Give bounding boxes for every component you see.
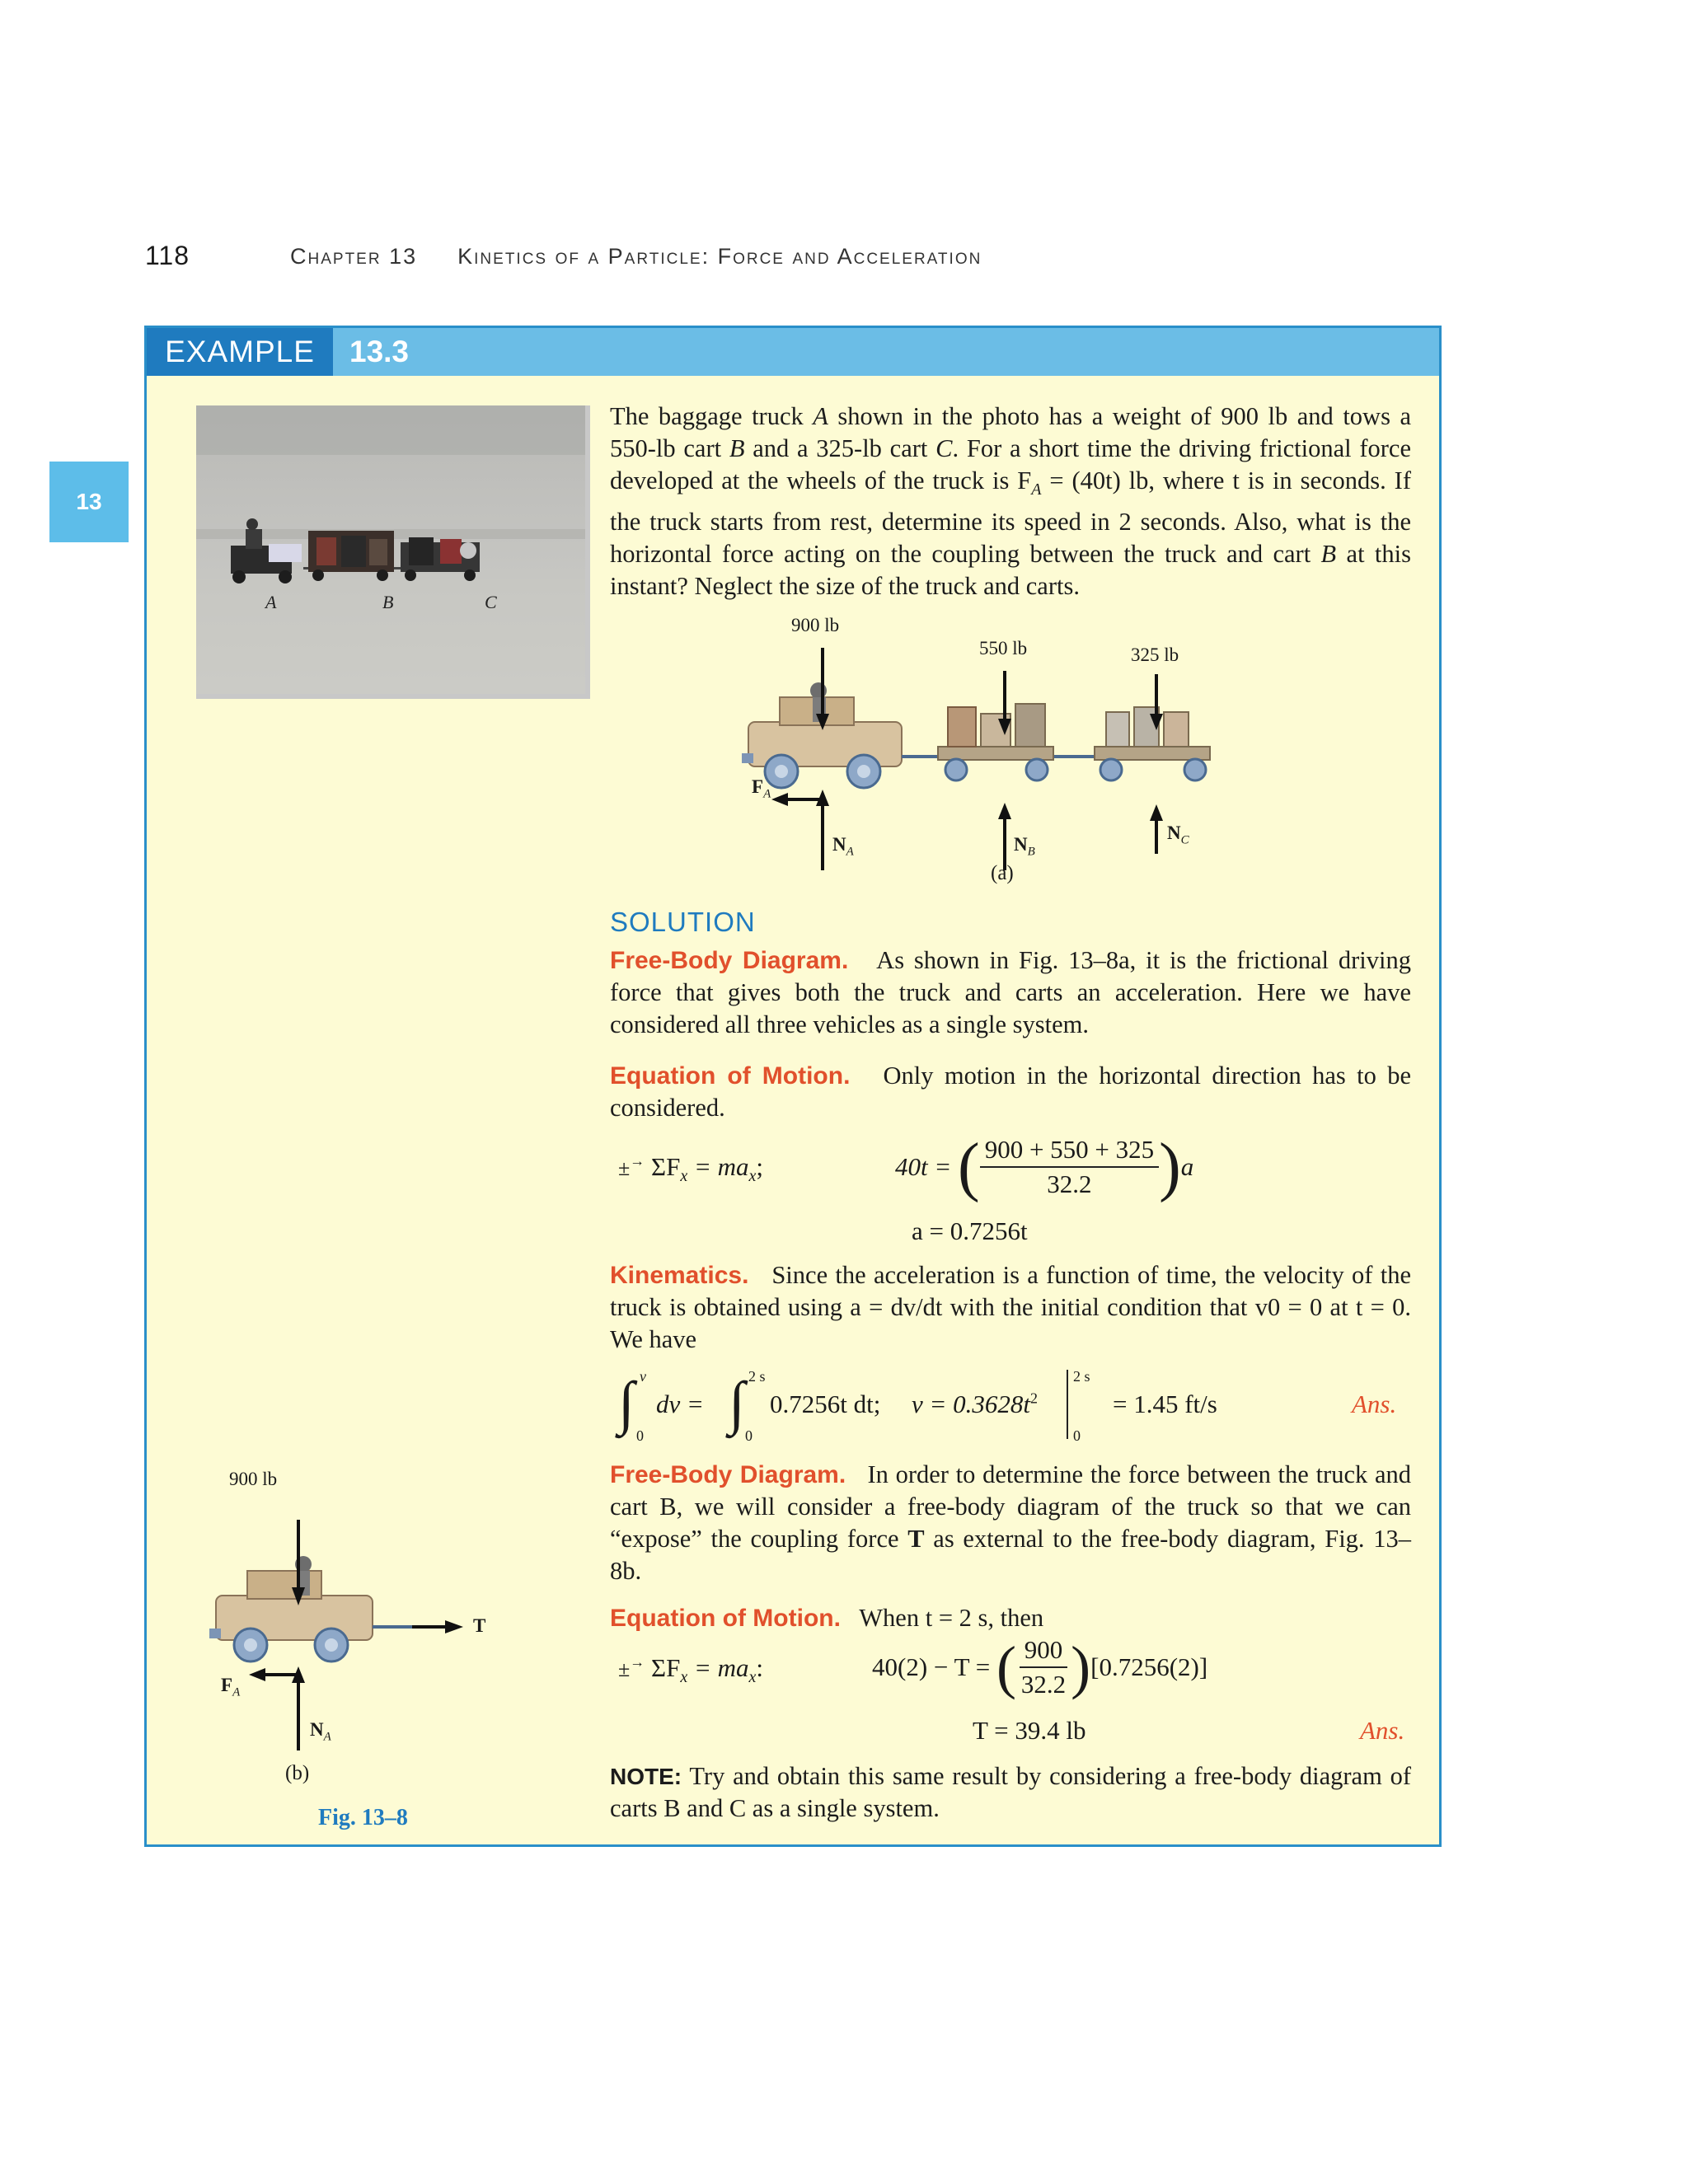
example-box bbox=[144, 326, 1442, 1847]
note-paragraph: NOTE: Try and obtain this same result by considering a free-body diagram of carts B and C as a single system. bbox=[610, 1762, 1411, 1822]
fbd-truck-only bbox=[206, 1505, 536, 1802]
weight-label-cart-c: 325 lb bbox=[1131, 644, 1179, 665]
chapter-label: Chapter 13 bbox=[290, 244, 418, 269]
eom1-heading: Equation of Motion. bbox=[610, 1062, 851, 1090]
figure-a bbox=[740, 615, 1449, 899]
example-number: 13.3 bbox=[349, 335, 410, 368]
eq3-left: ±→ $\Sigma F_x = ma_x$: bbox=[618, 1653, 764, 1687]
figure-b bbox=[206, 1469, 536, 1802]
eom2-paragraph: Equation of Motion. When t = 2 s, then bbox=[610, 1604, 1044, 1632]
photo-label-a: A bbox=[265, 592, 277, 612]
kinematics-paragraph: Kinematics. Since the acceleration is a function of time, the velocity of the truck is obtained using a = dv/dt with the initial condition that v0 = 0 at t = 0. We have bbox=[610, 1261, 1412, 1353]
example-label: EXAMPLE bbox=[147, 328, 333, 376]
running-head bbox=[290, 244, 982, 269]
eom1-paragraph: Equation of Motion. Only motion in the horizontal direction has to be considered. bbox=[610, 1062, 1411, 1122]
fig-caption: Fig. 13–8 bbox=[318, 1805, 408, 1830]
weight-label-cart-b: 550 lb bbox=[979, 638, 1028, 658]
figure-a-caption: (a) bbox=[991, 862, 1014, 884]
weight-label-truck: 900 lb bbox=[791, 615, 840, 635]
photo-label-c: C bbox=[485, 592, 497, 612]
eq4: T = 39.4 lb bbox=[973, 1716, 1086, 1745]
eom2-heading: Equation of Motion. bbox=[610, 1605, 841, 1632]
fbd2-paragraph: Free-Body Diagram. In order to determine the force between the truck and cart B, we will consider a free-body diagram of the truck so that we can “expose” the coupling force T as external to the free-body diagram, Fig. 13–8b. bbox=[610, 1460, 1412, 1585]
kinematics-heading: Kinematics. bbox=[610, 1262, 749, 1289]
normal-label-b: $N_B$ bbox=[1014, 834, 1035, 859]
figure-b-caption: (b) bbox=[285, 1762, 310, 1784]
eq3-right: 40(2) − T = ( $\frac{900}{32.2}$ ) [0.7256(2)] bbox=[872, 1634, 1208, 1700]
problem-statement: The baggage truck A shown in the photo has a weight of 900 lb and tows a 550-lb cart B and a 325-lb cart C. For a short time the driving frictional force developed at the wheels of the truck is $F_A = (40t)$ lb, where t is in seconds. If the truck starts from rest, determine its speed in 2 seconds. Also, what is the horizontal force acting on the coupling between the truck and cart B at this instant? Neglect the size of the truck and carts. bbox=[610, 402, 1411, 601]
chapter-tab: 13 bbox=[49, 462, 129, 542]
eq2: a = 0.7256t bbox=[912, 1216, 1028, 1245]
tension-label: T bbox=[473, 1615, 486, 1636]
chapter-title: Kinetics of a Particle: Force and Acceleration bbox=[457, 244, 982, 269]
eq1-right: 40t = ( $\frac{900 + 550 + 325}{32.2}$ ) a bbox=[895, 1131, 1194, 1203]
baggage-truck-photo bbox=[196, 405, 590, 699]
answer-2-label: Ans. bbox=[1360, 1716, 1405, 1745]
fbd1-heading: Free-Body Diagram. bbox=[610, 947, 849, 974]
normal-label-b-fig: $N_A$ bbox=[310, 1719, 331, 1744]
solution-heading: SOLUTION bbox=[610, 907, 756, 937]
answer-1-label: Ans. bbox=[1352, 1390, 1397, 1418]
integral-equation: ∫ v 0 dv = ∫ 2 s 0 0.7256t dt; $v = 0.3628t^2$ 2 s 0 = 1.45 ft/s Ans. bbox=[618, 1368, 1397, 1444]
eq1-left: ±→ $\Sigma F_x = ma_x$; bbox=[618, 1152, 764, 1186]
photo-label-b: B bbox=[382, 592, 394, 612]
normal-label-c: $N_C$ bbox=[1167, 823, 1189, 847]
note-label: NOTE: bbox=[610, 1764, 682, 1789]
fbd1-paragraph: Free-Body Diagram. As shown in Fig. 13–8a, it is the frictional driving force that gives both the truck and carts an acceleration. Here we have considered all three vehicles as a single system. bbox=[610, 946, 1411, 1038]
friction-label-b: $F_A$ bbox=[221, 1675, 241, 1699]
page-number: 118 bbox=[145, 241, 190, 270]
friction-label-a: $F_A$ bbox=[752, 776, 771, 801]
fbd2-heading: Free-Body Diagram. bbox=[610, 1461, 846, 1488]
weight-label-truck-b: 900 lb bbox=[229, 1469, 278, 1489]
normal-label-a: $N_A$ bbox=[832, 834, 854, 859]
photo-illustration bbox=[196, 405, 585, 694]
